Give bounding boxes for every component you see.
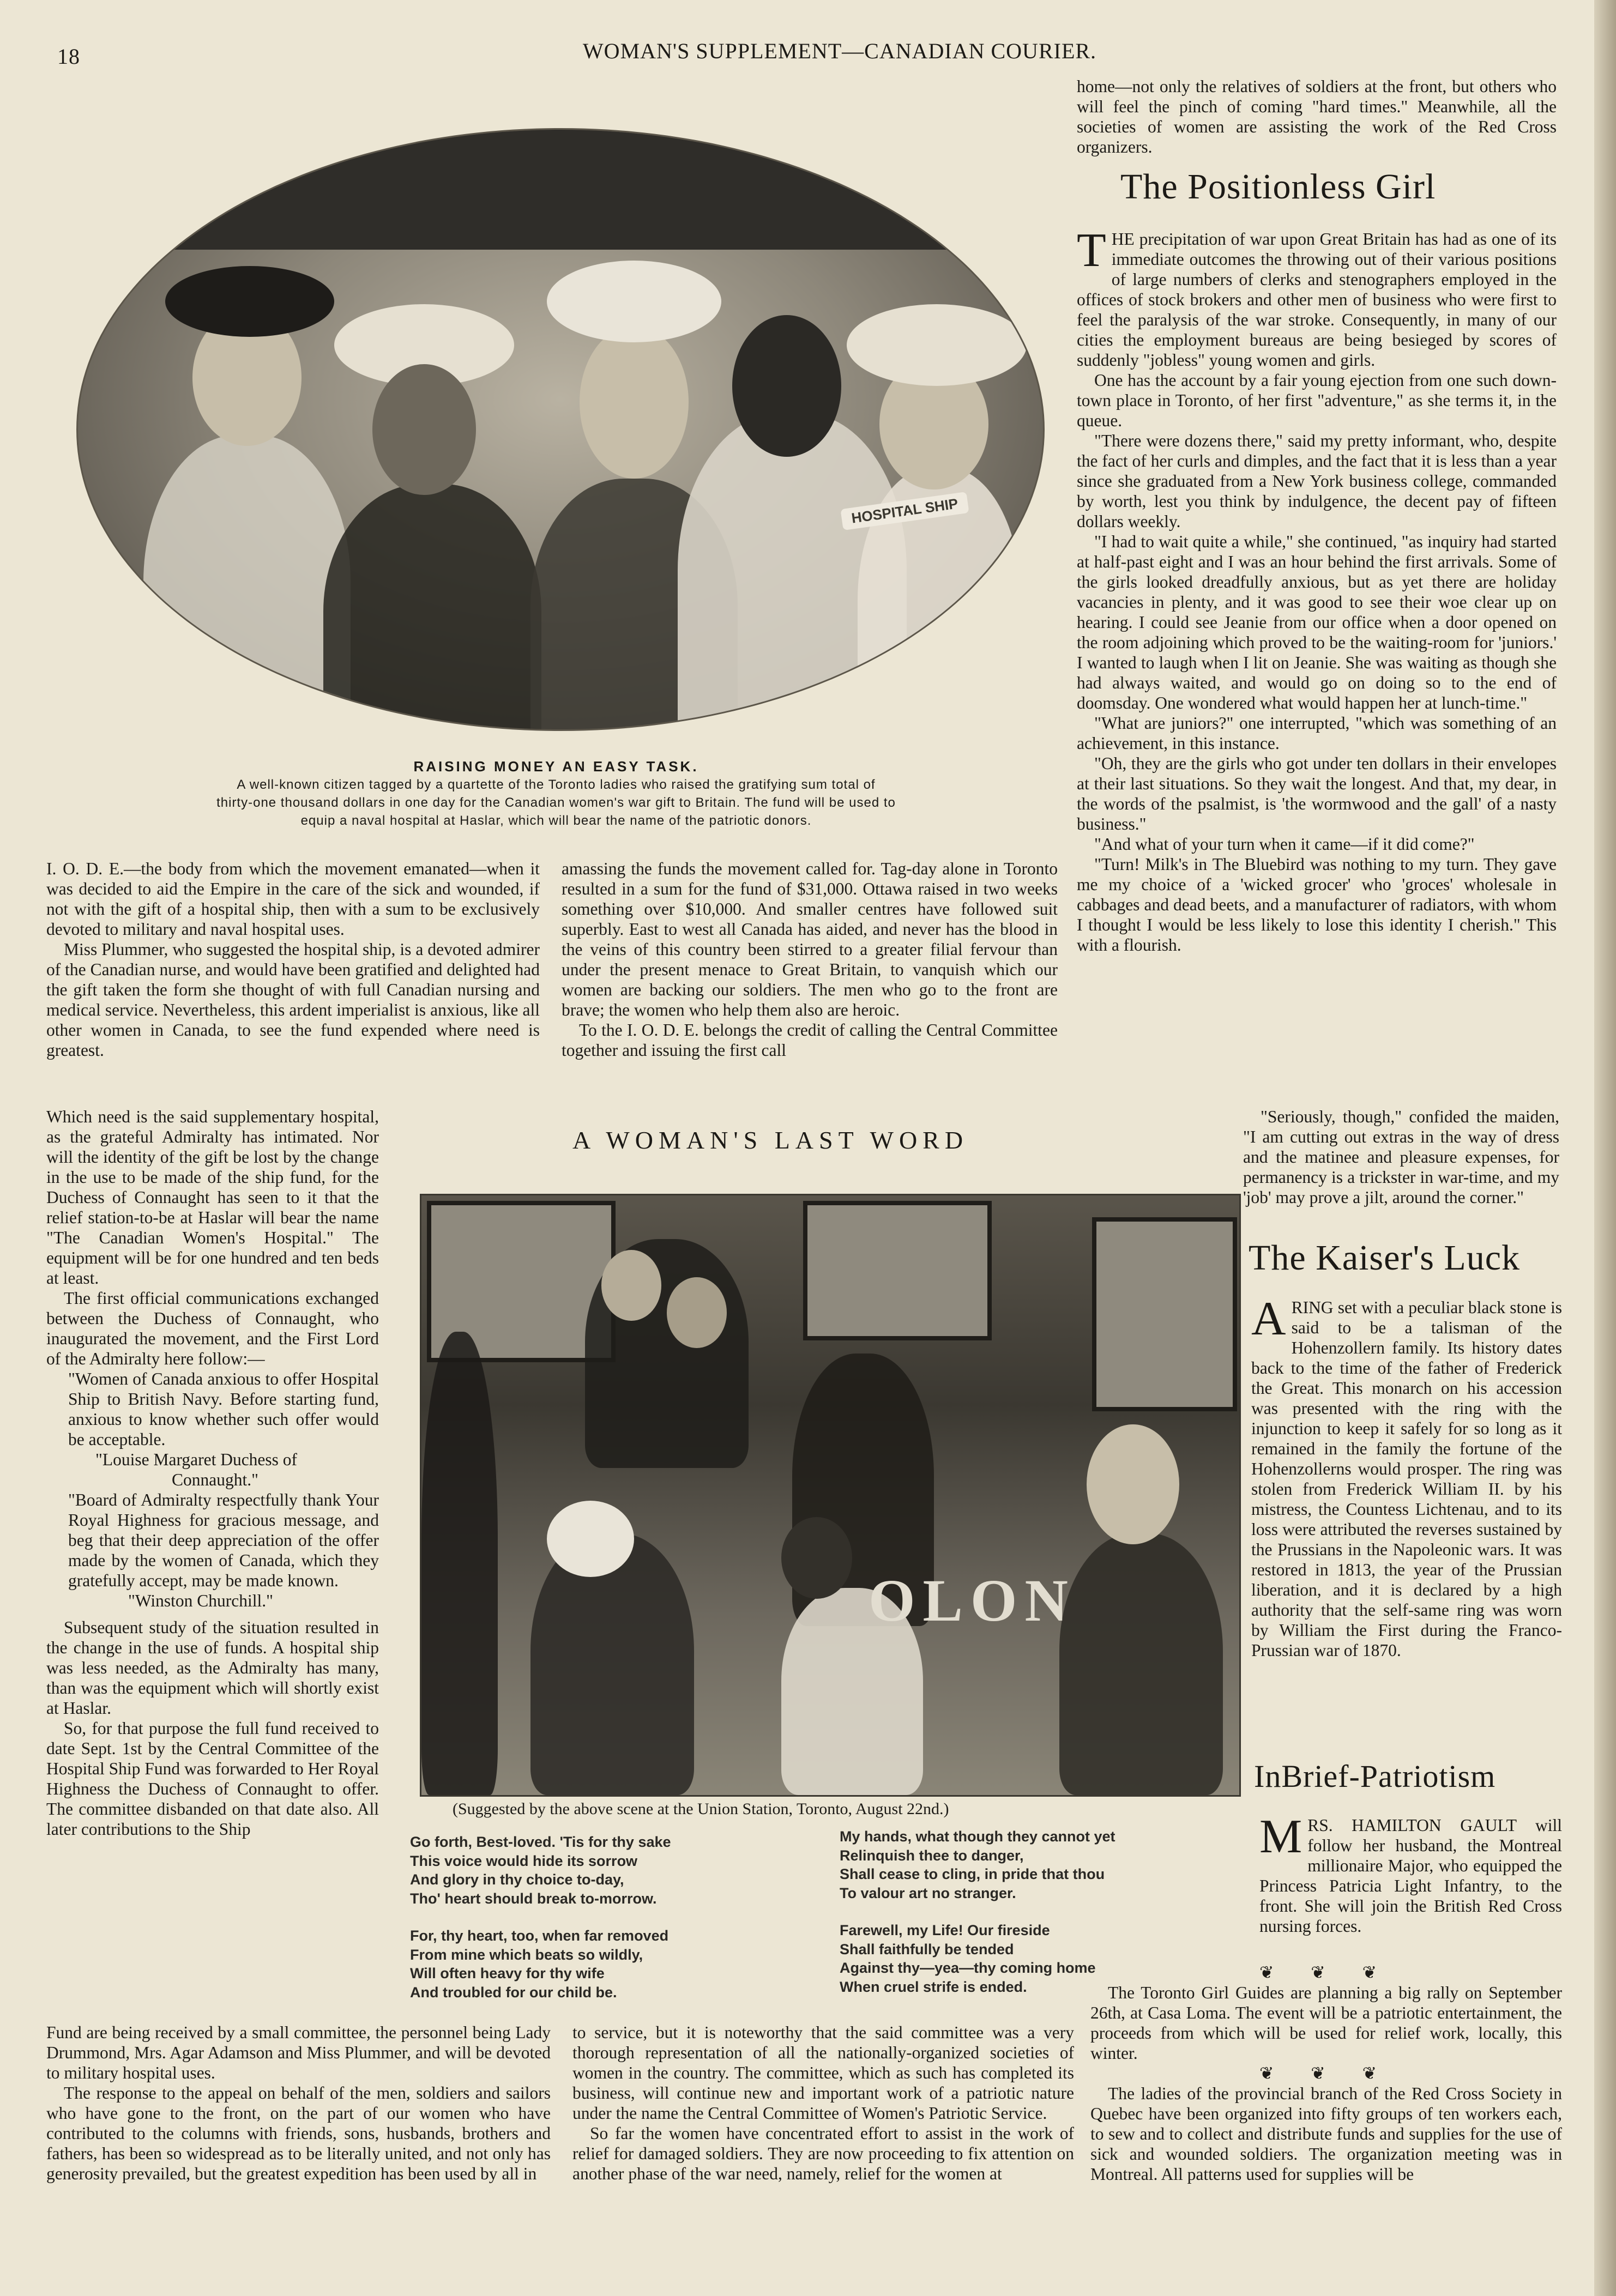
paragraph: "I had to wait quite a while," she continued, "as inquiry had started at half-past eight and I was an hour behind the first arrivals. Some of the girls looked dreadfully anxious, but as yet there are holiday vacancies in plenty, and it was good to see their woe clear up on hearing. I could see Jeanie from our office when a door opened on the room adjoining which proved to be the waiting-room for 'juniors.' I wanted to laugh when I lit on Jeanie. She was waiting as though she had always waited, and would go on doing so to the end of doomsday. One wondered what would happen her at lunch-time." (1077, 532, 1557, 712)
signature: "Louise Margaret Duchess of (95, 1450, 298, 1469)
poem-line: When cruel strife is ended. (840, 1978, 1027, 1995)
article-bottom-left (46, 2022, 551, 2184)
paragraph: Fund are being received by a small committee, the personnel being Lady Drummond, Mrs. Agar Adamson and Miss Plummer, and will be devoted to military hospital uses. (46, 2023, 551, 2082)
drop-cap: T (1077, 224, 1106, 277)
poem-subtitle-text: (Suggested by the above scene at the Union Station, Toronto, August 22nd.) (453, 1800, 949, 1818)
article-kaisers-luck (1251, 1292, 1562, 1660)
paragraph: home—not only the relatives of soldiers at the front, but others who will feel the pinch of coming "hard times." Meanwhile, all the societies of women are assisting the work of the Red Cross organizers. (1077, 77, 1557, 156)
article-positionless-girl (1077, 224, 1557, 955)
paragraph: "Oh, they are the girls who got under ten dollars in their envelopes at their last situations. So they wait the longest. And that, my dear, in the words of the psalmist, is 'the wormwood and the gall' of a nasty business." (1077, 754, 1557, 833)
article-column-left (46, 859, 540, 1060)
article-column-middle (562, 859, 1058, 1060)
paragraph: Which need is the said supplementary hospital, as the grateful Admiralty has intimated. Nor will the identity of the gift be lost by the change in the use to be made of the ship fund, for the Duchess of Connaught has seen to it that the relief station-to-be at Haslar will bear the name "The Canadian Women's Hospital." The equipment will be for one hundred and ten beds at least. (46, 1107, 379, 1288)
article-bottom-middle (572, 2022, 1074, 2184)
paragraph: The response to the appeal on behalf of the men, soldiers and sailors who have gone to the front, on the part of our women who have contributed to the columns with friends, sons, husbands, brothers and fathers, has been so widespread as to be literally united, and not only has generosity prevailed, but the greatest expedition has been used by all in (46, 2083, 551, 2183)
poem-line: Against thy—yea—thy coming home (840, 1960, 1096, 1976)
poem-line: From mine which beats so wildly, (410, 1946, 643, 1963)
paragraph: "There were dozens there," said my pretty informant, who, despite the fact of her curls and dimples, and the fact that it is less than a year since she graduated from a New York business college, commanded by worth, lest you think by indulgence, the decent pay of fifteen dollars weekly. (1077, 431, 1557, 531)
paragraph: "Seriously, though," confided the maiden, "I am cutting out extras in the way of dress and the matinee and pleasure expenses, for permanency is a trickster in war-time, and my 'job' may prove a jilt, around the corner." (1243, 1107, 1559, 1207)
paragraph: HE precipitation of war upon Great Britain has had as one of its immediate outcomes the throwing out of their various positions of large numbers of clerks and stenographers employed in the offices of stock brokers and other men of business who were first to feel the paralysis of the war stroke. Consequently, in many of our cities the employment bureaus are being besieged by scores of suddenly "jobless" young women and girls. (1077, 229, 1557, 370)
poem-line: Farewell, my Life! Our fireside (840, 1922, 1050, 1938)
signature: Connaught." (172, 1470, 258, 1489)
poem-line: To valour art no stranger. (840, 1884, 1016, 1901)
article-column-narrow (46, 1107, 379, 1839)
headline-in-brief-patriotism: InBrief-Patriotism (1254, 1759, 1496, 1794)
photo-caption (38, 758, 1074, 830)
paragraph: Miss Plummer, who suggested the hospital ship, is a devoted admirer of the Canadian nurse, and would have been gratified and delighted had the gift taken the form she thought of with full Canadian nursing and medical service. Nevertheless, this ardent imperialist is anxious, like all other women in Canada, to see the fund expended where need is greatest. (46, 940, 540, 1060)
poem-title: A WOMAN'S LAST WORD (572, 1126, 969, 1154)
poem-line: Will often heavy for thy wife (410, 1965, 605, 1981)
poem-stanza (410, 1833, 792, 1908)
article-in-brief-continued (1090, 1962, 1562, 2184)
photo-raising-money (76, 128, 1045, 731)
running-head: WOMAN'S SUPPLEMENT—CANADIAN COURIER. (582, 39, 1097, 63)
poem-stanza (410, 1926, 792, 2002)
drop-cap: M (1259, 1810, 1303, 1863)
headline-positionless-girl: The Positionless Girl (1120, 167, 1436, 207)
paragraph: to service, but it is noteworthy that the said committee was a very thorough representation of all the nationally-organized societies of women in the country. The committee, which as such has completed its business, will continue new and important work of a patriotic nature under the name the Central Committee of Women's Patriotic Service. (572, 2023, 1074, 2123)
signature: "Winston Churchill." (128, 1591, 273, 1610)
poem-line: Shall cease to cling, in pride that thou (840, 1866, 1105, 1882)
article-column-right (1077, 76, 1557, 157)
drop-cap: A (1251, 1292, 1286, 1345)
ornament: ❦ ❦ ❦ (1259, 2064, 1393, 2083)
poem-line: Relinquish thee to danger, (840, 1847, 1024, 1864)
paragraph: RING set with a peculiar black stone is said to be a talisman of the Hohenzollern family. Its history dates back to the time of the father of Frederick the Great. This monarch on his accession was presented with the ring with the injunction to keep it safely for so long as it remained in the family the fortune of the Hohenzollerns would prosper. The ring was stolen from Frederick William II. by his mistress, the Countess Lichtenau, and to its loss were attributed the reverses sustained by the Prussians in the Napoleonic wars. It was restored in 1813, the year of the Prussian liberation, and it is declared by a high authority that the self-same ring was worn by William the First during the Franco-Prussian war of 1870. (1251, 1298, 1562, 1660)
article-positionless-girl-end (1243, 1107, 1559, 1207)
poem-line: For, thy heart, too, when far removed (410, 1928, 669, 1944)
paragraph: The Toronto Girl Guides are planning a big rally on September 26th, at Casa Loma. The event will be a patriotic entertainment, the proceeds from which will be used for relief work, locally, this winter. (1090, 1983, 1562, 2063)
headline-kaisers-luck: The Kaiser's Luck (1249, 1238, 1521, 1278)
poem-line: This voice would hide its sorrow (410, 1852, 638, 1869)
poem-subtitle (453, 1799, 1216, 1819)
poem-line: And glory in thy choice to-day, (410, 1871, 624, 1888)
hospital-ship-banner: HOSPITAL SHIP (840, 492, 969, 530)
poem-line: Shall faithfully be tended (840, 1941, 1014, 1957)
paragraph: To the I. O. D. E. belongs the credit of calling the Central Committee together and issuing the first call (562, 1020, 1058, 1060)
poem-line: Tho' heart should break to-morrow. (410, 1890, 657, 1907)
paragraph: I. O. D. E.—the body from which the movement emanated—when it was decided to aid the Empire in the care of the sick and wounded, if not with the gift of a hospital ship, then with a sum to be exclusively devoted to military and naval hospital uses. (46, 859, 540, 939)
page-edge (1594, 0, 1616, 2296)
poem-line: My hands, what though they cannot yet (840, 1828, 1115, 1845)
caption-line: equip a naval hospital at Haslar, which will bear the name of the patriotic donors. (300, 813, 812, 828)
quoted-letter: "Women of Canada anxious to offer Hospital Ship to British Navy. Before starting fund, anxious to know whether such offer would be acceptable. (68, 1369, 379, 1449)
quoted-letter: "Board of Admiralty respectfully thank Your Royal Highness for gracious message, and beg that their deep appreciation of the offer made by the women of Canada, which they gratefully accept, may be made known. (68, 1490, 379, 1590)
ornament: ❦ ❦ ❦ (1259, 1963, 1393, 1982)
caption-line: thirty-one thousand dollars in one day for the Canadian women's war gift to Britain. The fund will be used to (216, 795, 896, 810)
poem-column-left (410, 1833, 792, 2020)
paragraph: Subsequent study of the situation resulted in the change in the use of funds. A hospital ship was less needed, as the Admiralty has many, than was the equipment which will shortly exist at Haslar. (46, 1618, 379, 1718)
poem-line: Go forth, Best-loved. 'Tis for thy sake (410, 1834, 671, 1850)
paragraph: RS. HAMILTON GAULT will follow her husband, the Montreal millionaire Major, who equipped the Princess Patricia Light Infantry, to the front. She will join the British Red Cross nursing forces. (1259, 1816, 1562, 1936)
caption-title: RAISING MONEY AN EASY TASK. (413, 758, 699, 775)
paragraph: amassing the funds the movement called for. Tag-day alone in Toronto resulted in a sum for the fund of $31,000. Ottawa raised in two weeks something over $10,000. And smaller centres have followed suit superbly. East to west all Canada has aided, and never has the blood in the veins of this country been stirred to a greater filial fervour than under the present menace to Great Britain, to vanquish which our women are backing our soldiers. The men who go to the front are brave; the women who help them also are heroic. (562, 859, 1058, 1019)
poem-stanza (840, 1827, 1221, 1902)
paragraph: The ladies of the provincial branch of the Red Cross Society in Quebec have been organized into fifty groups of ten workers each, to sew and to collect and distribute funds and supplies for the use of sick and wounded soldiers. The organization meeting was in Montreal. All patterns used for supplies will be (1090, 2084, 1562, 2184)
poem-line: And troubled for our child be. (410, 1984, 617, 2001)
article-in-brief (1259, 1810, 1562, 1936)
paragraph: The first official communications exchanged between the Duchess of Connaught, who inaugurated the movement, and the First Lord of the Admiralty here follow:— (46, 1289, 379, 1368)
page-number: 18 (57, 44, 80, 69)
paragraph: So far the women have concentrated effort to assist in the work of relief for damaged soldiers. They are now proceeding to fix attention on another phase of the war need, namely, relief for the women at (572, 2124, 1074, 2183)
paragraph: "And what of your turn when it came—if it did come?" (1094, 835, 1475, 854)
caption-line: A well-known citizen tagged by a quartette of the Toronto ladies who raised the gratifying sum total of (237, 777, 876, 792)
photo-union-station (420, 1194, 1241, 1797)
train-lettering: OLON (869, 1567, 1076, 1634)
paragraph: "Turn! Milk's in The Bluebird was nothing to my turn. They gave me my choice of a 'wicked grocer' who 'groces' wholesale in cabbages and dead beets, and a manufacturer of radiators, with whom I thought I would be less likely to lose this identity I cherish." This with a flourish. (1077, 855, 1557, 954)
paragraph: "What are juniors?" one interrupted, "which was something of an achievement, in this instance. (1077, 714, 1557, 753)
paragraph: One has the account by a fair young ejection from one such down-town place in Toronto, of her first "adventure," as she terms it, in the queue. (1077, 371, 1557, 430)
paragraph: So, for that purpose the full fund received to date Sept. 1st by the Central Committee of the Hospital Ship Fund was forwarded to Her Royal Highness the Duchess of Connaught to offer. The committee disbanded on that date also. All later contributions to the Ship (46, 1719, 379, 1839)
